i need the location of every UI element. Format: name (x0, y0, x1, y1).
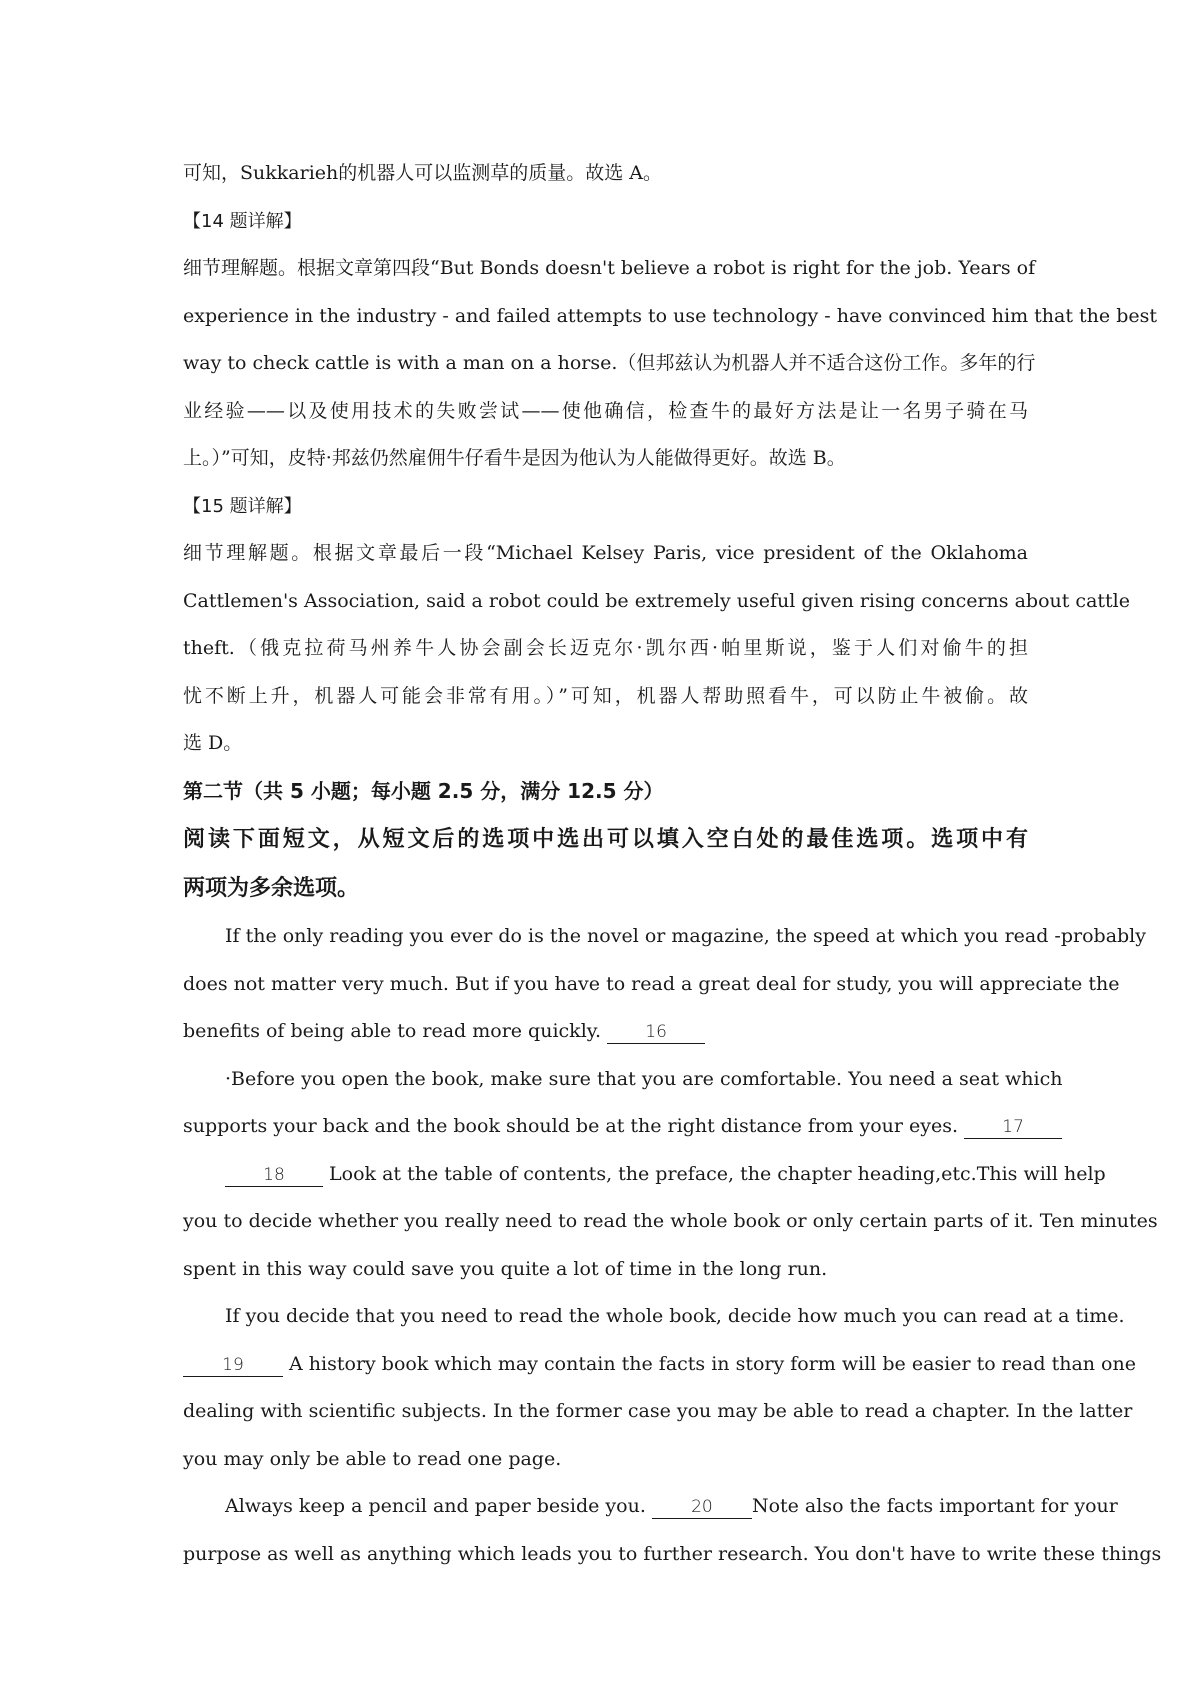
instruction-line: 两项为多余选项。 (183, 876, 360, 901)
passage-line (183, 1341, 1136, 1389)
text-line: 忧不断上升，机器人可能会非常有用。）”可知，机器人帮助照看牛，可以防止牛被偷。故 (183, 684, 1028, 707)
text-line: 可知，Sukkarieh的机器人可以监测草的质量。故选 A。 (183, 162, 663, 184)
instruction-line: 阅读下面短文，从短文后的选项中选出可以填入空白处的最佳选项。选项中有 (183, 827, 1028, 852)
section-heading: 第二节（共 5 小题；每小题 2.5 分，满分 12.5 分） (183, 778, 664, 803)
passage-line: spent in this way could save you quite a lot of time in the long run. (183, 1257, 828, 1280)
text-line: way to check cattle is with a man on a horse.（但邦兹认为机器人并不适合这份工作。多年的行 (183, 352, 1036, 374)
passage-text: Always keep a pencil and paper beside you. (225, 1495, 646, 1517)
passage-line: you may only be able to read one page. (183, 1447, 562, 1470)
passage-line: If the only reading you ever do is the novel or magazine, the speed at which you read -probably (225, 925, 1146, 947)
passage-line: If you decide that you need to read the whole book, decide how much you can read at a time. (225, 1305, 1125, 1327)
text-line: 细节理解题。根据文章最后一段“Michael Kelsey Paris, vice president of the Oklahoma (183, 542, 1028, 564)
passage-line (183, 1483, 1118, 1531)
text-line: experience in the industry - and failed attempts to use technology - have convinced him that the best (183, 304, 1157, 327)
passage-line: ·Before you open the book, make sure that you are comfortable. You need a seat which (225, 1067, 1063, 1090)
blank-19: 19 (183, 1354, 283, 1377)
text-line: 细节理解题。根据文章第四段“But Bonds doesn't believe a robot is right for the job. Years of (183, 257, 1036, 279)
passage-text: A history book which may contain the facts in story form will be easier to read than one (289, 1352, 1136, 1375)
heading-q14: 【14 题详解】 (183, 210, 302, 232)
passage-text: Note also the facts important for your (751, 1495, 1118, 1517)
text-line: 上。）”可知，皮特·邦兹仍然雇佣牛仔看牛是因为他认为人能做得更好。故选 B。 (183, 447, 846, 469)
passage-line: dealing with scientific subjects. In the former case you may be able to read a chapter. In the latter (183, 1400, 1133, 1422)
blank-16: 16 (607, 1021, 705, 1044)
text-line: 业经验——以及使用技术的失败尝试——使他确信，检查牛的最好方法是让一名男子骑在马 (183, 399, 1028, 422)
blank-20: 20 (652, 1496, 752, 1519)
passage-line: you to decide whether you really need to read the whole book or only certain parts of it. Ten minutes (183, 1210, 1158, 1232)
text-line: Cattlemen's Association, said a robot could be extremely useful given rising concerns about cattle (183, 589, 1130, 612)
heading-q15: 【15 题详解】 (183, 495, 302, 517)
passage-line (183, 1151, 1106, 1199)
blank-17: 17 (964, 1116, 1062, 1139)
passage-line (183, 1103, 1028, 1151)
passage-line: purpose as well as anything which leads you to further research. You don't have to write these things (183, 1542, 1162, 1565)
text-line: theft.（俄克拉荷马州养牛人协会副会长迈克尔·凯尔西·帕里斯说，鉴于人们对偷牛的担 (183, 637, 1028, 659)
passage-line (183, 1008, 1028, 1056)
passage-text: benefits of being able to read more quickly. (183, 1020, 602, 1042)
document-page (183, 150, 1162, 1578)
passage-line: does not matter very much. But if you have to read a great deal for study, you will appreciate the (183, 972, 1120, 995)
blank-18: 18 (225, 1164, 323, 1187)
passage-text: supports your back and the book should be at the right distance from your eyes. (183, 1115, 959, 1137)
passage-text: Look at the table of contents, the preface, the chapter heading,etc.This will help (329, 1162, 1106, 1185)
text-line: 选 D。 (183, 732, 243, 754)
